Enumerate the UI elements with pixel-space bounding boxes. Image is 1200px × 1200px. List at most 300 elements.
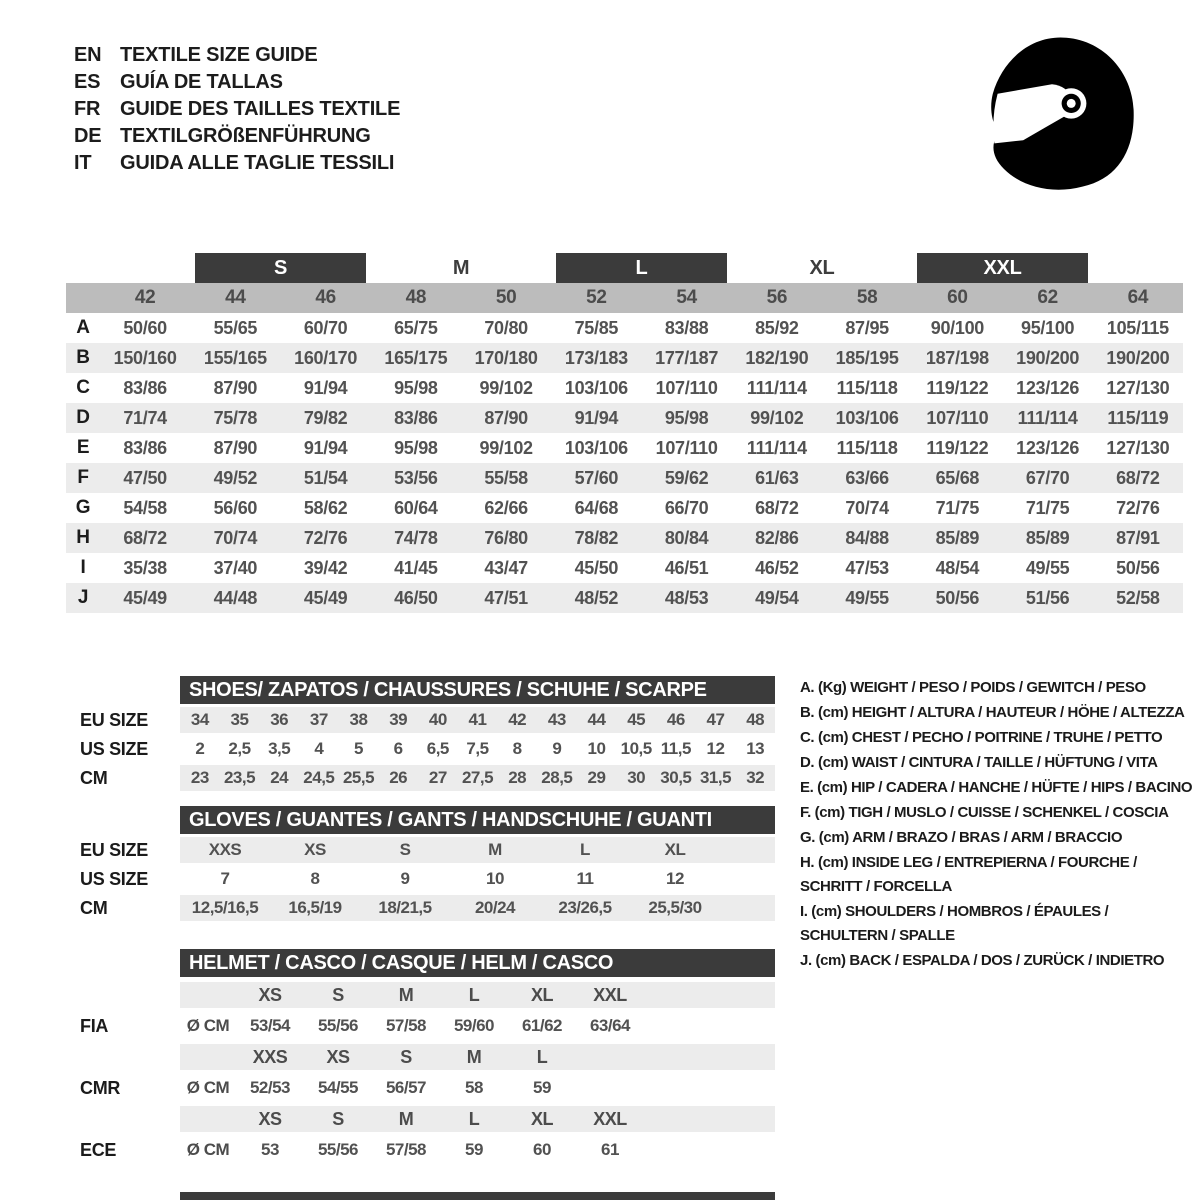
value-cell: 12,5/16,5 [191,898,259,917]
size-value-cell: 50/56 [935,587,980,608]
size-value-cell: 55/65 [213,317,258,338]
size-value-cell: 48/52 [574,587,619,608]
helmet-size-cell: XXS [252,1046,288,1067]
size-header-cell: 42 [134,287,156,308]
size-value-cell: 119/122 [926,437,989,458]
helmet-size-cell: XS [326,1046,350,1067]
helmet-table [66,949,776,1168]
value-cell: 10,5 [620,739,652,758]
value-cell: 32 [746,768,765,787]
size-header-cell: 50 [495,287,517,308]
size-value-cell: 95/100 [1020,317,1075,338]
size-value-cell: 47/51 [484,587,528,608]
row-strip [180,736,775,762]
size-value-cell: 111/114 [1017,407,1078,428]
value-cell: 7,5 [466,739,489,758]
size-value-cell: 123/126 [1016,377,1080,398]
value-cell: 59/60 [453,1016,495,1035]
size-value-cell: 170/180 [474,347,538,368]
size-value-cell: 48/53 [664,587,709,608]
row-cells [180,1075,775,1101]
value-cell: 24,5 [303,768,335,787]
size-value-cell: 47/53 [845,557,889,578]
row-strip [180,1137,775,1163]
racing-helmet-icon [980,30,1140,196]
language-code: IT [74,152,92,174]
helmet-size-cell: XL [530,984,553,1005]
size-value-cell: 87/91 [1116,527,1160,548]
size-value-cell: 72/76 [303,527,348,548]
size-value-cell: 91/94 [303,437,348,458]
row-cells [180,1013,775,1039]
gloves-table [66,806,776,924]
legend-item [800,900,1200,948]
language-code: FR [74,98,101,120]
helmet-size-cell: L [536,1046,548,1067]
value-cell: 29 [587,768,606,787]
size-value-cell: 95/98 [394,377,438,398]
table-row [66,866,776,892]
value-cell: 30,5 [660,768,692,787]
size-header-cell: 62 [1037,287,1058,308]
size-value-cell: 51/56 [1025,587,1070,608]
value-cell: 43 [547,710,566,729]
size-value-cell: 119/122 [926,377,989,398]
legend-line: I. (cm) SHOULDERS / HOMBROS / ÉPAULES / [800,903,1109,920]
value-cell: 2,5 [228,739,251,758]
value-cell: 4 [314,739,324,758]
value-cell: 58 [465,1078,483,1097]
gloves-table-title: GLOVES / GUANTES / GANTS / HANDSCHUHE / GUANTI [180,806,775,834]
size-value-cell: 53/56 [394,467,438,488]
legend-line: G. (cm) ARM / BRAZO / BRAS / ARM / BRACCIO [800,829,1123,846]
value-cell: 30 [627,768,646,787]
value-cell: 23 [190,768,209,787]
value-cell: 57/58 [385,1016,427,1035]
size-value-cell: 160/170 [294,347,358,368]
size-value-cell: 56/60 [213,497,258,518]
size-group-S: S [195,253,366,283]
value-cell: 11 [576,869,594,888]
language-title: GUIDA ALLE TAGLIE TESSILI [120,152,395,174]
size-value-cell: 83/88 [664,317,709,338]
helmet-size-cell: S [332,984,344,1005]
row-strip [180,707,775,733]
language-code: EN [74,44,102,66]
size-value-cell: 83/86 [123,437,167,458]
size-value-cell: 95/98 [394,437,438,458]
size-value-cell: 79/82 [303,407,348,428]
value-cell: 8 [310,869,320,888]
shoes-table [66,676,776,794]
size-value-cell: 123/126 [1016,437,1080,458]
value-cell: 10 [587,739,606,758]
cropped-section-bar [180,1192,775,1200]
size-value-cell: 85/89 [1025,527,1070,548]
size-value-cell: 87/95 [845,317,889,338]
row-cells [180,1137,775,1163]
size-value-cell: 43/47 [484,557,528,578]
size-value-cell: 64/68 [574,497,619,518]
size-value-cell: 54/58 [123,497,167,518]
size-value-cell: 48/54 [935,557,980,578]
row-label-eu-size: EU SIZE [80,710,148,730]
value-cell: 59 [533,1078,551,1097]
helmet-rows [66,982,776,1163]
size-value-cell: 44/48 [213,587,258,608]
size-value-cell: 70/74 [845,497,889,518]
value-cell: 52/53 [249,1078,291,1097]
value-cell: XS [304,840,326,859]
legend-item [800,751,1200,775]
row-label: D [76,407,90,428]
value-cell: XL [664,840,686,859]
language-list [74,42,400,177]
size-value-cell: 111/114 [746,377,807,398]
size-header-cell: 54 [676,287,697,308]
size-value-cell: 78/82 [574,527,619,548]
size-value-cell: 49/52 [213,467,258,488]
table-row [66,837,776,863]
legend-line: SCHULTERN / SPALLE [800,927,955,944]
value-cell: 25,5/30 [648,898,702,917]
size-value-cell: 83/86 [123,377,167,398]
value-cell: 44 [587,710,606,729]
row-cells [180,866,775,892]
size-value-cell: 46/50 [394,587,438,608]
value-cell: 42 [508,710,527,729]
value-cell: 56/57 [385,1078,427,1097]
measurement-row [66,343,1183,373]
size-value-cell: 60/70 [303,317,348,338]
value-cell: 20/24 [474,898,516,917]
value-cell: 16,5/19 [288,898,342,917]
size-value-cell: 173/183 [564,347,628,368]
table-row [66,1013,776,1039]
size-value-cell: 111/114 [746,437,807,458]
value-cell: 23,5 [223,768,256,787]
size-value-cell: 115/118 [836,377,898,398]
helmet-size-cell: XXL [593,1108,627,1129]
helmet-size-cell: M [398,984,414,1005]
size-value-cell: 75/85 [574,317,619,338]
value-cell: 11,5 [660,739,691,758]
size-value-cell: 45/50 [574,557,619,578]
value-cell: M [488,840,502,859]
language-row [74,96,400,123]
language-row [74,150,400,177]
value-cell: 60 [533,1140,551,1159]
size-header-cell: 46 [315,287,336,308]
measurement-row [66,463,1183,493]
size-value-cell: 70/80 [484,317,528,338]
size-value-cell: 103/106 [835,407,899,428]
value-cell: 12 [666,869,684,888]
size-value-cell: 155/165 [203,347,267,368]
measurement-row [66,373,1183,403]
language-title: TEXTILE SIZE GUIDE [120,44,318,66]
size-value-cell: 182/190 [745,347,809,368]
size-header-cell: 56 [766,287,788,308]
size-header-cell: 48 [405,287,427,308]
legend-line: C. (cm) CHEST / PECHO / POITRINE / TRUHE / PETTO [800,729,1163,746]
size-value-cell: 90/100 [930,317,984,338]
size-value-cell: 165/175 [384,347,448,368]
size-value-cell: 57/60 [574,467,619,488]
value-cell: 26 [389,768,408,787]
size-value-cell: 99/102 [479,377,533,398]
size-value-cell: 76/80 [484,527,528,548]
value-cell: 13 [746,739,765,758]
helmet-table-title: HELMET / CASCO / CASQUE / HELM / CASCO [180,949,775,977]
legend-line: F. (cm) TIGH / MUSLO / CUISSE / SCHENKEL / COSCIA [800,804,1169,821]
size-value-cell: 177/187 [655,347,719,368]
value-cell: 18/21,5 [378,898,432,917]
measurement-row [66,433,1183,463]
value-cell: 53 [261,1140,279,1159]
language-code: DE [74,125,102,147]
size-value-cell: 190/200 [1106,347,1170,368]
value-cell: XXS [208,840,242,859]
measurement-row [66,493,1183,523]
size-group-L: L [556,253,727,283]
row-label: E [76,437,90,458]
size-value-cell: 68/72 [1116,467,1160,488]
unit-cell: Ø CM [186,1140,230,1159]
size-header-cell: 58 [856,287,878,308]
value-cell: 9 [552,739,562,758]
table-row [66,982,776,1008]
size-value-cell: 46/52 [755,557,799,578]
size-value-cell: 91/94 [303,377,348,398]
size-header-cell: 64 [1127,287,1149,308]
helmet-size-cell: XS [258,984,282,1005]
helmet-size-cell: M [466,1046,482,1067]
value-cell: 31,5 [699,768,732,787]
size-value-cell: 85/89 [935,527,980,548]
size-value-cell: 46/51 [664,557,709,578]
unit-cell: Ø CM [186,1078,230,1097]
value-cell: 48 [746,710,765,729]
shoes-table-title: SHOES/ ZAPATOS / CHAUSSURES / SCHUHE / SCARPE [180,676,775,704]
helmet-size-cell: M [398,1108,414,1129]
value-cell: L [580,840,590,859]
row-label-fia: FIA [80,1016,109,1036]
table-row [66,1106,776,1132]
size-value-cell: 150/160 [113,347,177,368]
size-value-cell: 39/42 [303,557,348,578]
size-value-cell: 65/75 [394,317,438,338]
legend-line: H. (cm) INSIDE LEG / ENTREPIERNA / FOURCHE / [800,854,1137,871]
legend-line: J. (cm) BACK / ESPALDA / DOS / ZURÜCK / INDIETRO [800,952,1165,969]
size-value-cell: 87/90 [213,377,258,398]
row-label-cmr: CMR [80,1078,121,1098]
row-label-ece: ECE [80,1140,117,1160]
size-group-XL: XL [809,257,835,279]
value-cell: 37 [309,710,328,729]
row-label: C [76,377,90,398]
size-value-cell: 105/115 [1106,317,1169,338]
size-group-M: M [452,257,470,279]
size-value-cell: 71/75 [1025,497,1070,518]
size-value-cell: 41/45 [394,557,438,578]
row-strip [180,765,775,791]
row-label: B [76,347,90,368]
size-group-row [66,253,1183,283]
size-group-XXL: XXL [917,253,1088,283]
row-label-eu-size: EU SIZE [80,840,148,860]
size-value-cell: 85/92 [755,317,799,338]
legend-item [800,726,1200,750]
measurement-row [66,523,1183,553]
size-value-cell: 70/74 [213,527,258,548]
row-cells [180,765,775,791]
size-value-cell: 58/62 [303,497,348,518]
size-value-cell: 71/75 [935,497,980,518]
value-cell: 2 [195,739,205,758]
value-cell: 39 [389,710,408,729]
legend-line: B. (cm) HEIGHT / ALTURA / HAUTEUR / HÖHE / ALTEZZA [800,704,1185,721]
row-strip [180,895,775,921]
size-value-cell: 103/106 [564,437,628,458]
helmet-size-cell: L [468,984,480,1005]
value-cell: 63/64 [589,1016,631,1035]
size-value-cell: 107/110 [926,407,989,428]
row-strip [180,866,775,892]
size-value-cell: 127/130 [1106,377,1170,398]
row-label: F [77,467,89,488]
value-cell: 61 [601,1140,619,1159]
helmet-size-cell: XL [530,1108,553,1129]
size-value-cell: 49/55 [1025,557,1070,578]
size-value-cell: 185/195 [835,347,899,368]
value-cell: 28 [508,768,527,787]
legend-item [800,826,1200,850]
size-value-cell: 80/84 [664,527,709,548]
size-value-cell: 99/102 [479,437,533,458]
value-cell: 54/55 [317,1078,359,1097]
row-cells [180,1044,775,1070]
legend-item [800,851,1200,899]
row-strip [180,837,775,863]
size-value-cell: 99/102 [750,407,804,428]
row-label-us-size: US SIZE [80,869,148,889]
table-row [66,1137,776,1163]
size-value-cell: 60/64 [394,497,438,518]
textile-size-table [66,253,1183,613]
size-value-cell: 49/55 [845,587,889,608]
row-label-cm: CM [80,898,108,918]
measurement-legend [800,676,1200,974]
unit-cell: Ø CM [186,1016,230,1035]
size-value-cell: 59/62 [664,467,709,488]
value-cell: 61/62 [521,1016,563,1035]
size-value-cell: 187/198 [925,347,989,368]
row-strip [180,1013,775,1039]
size-value-cell: 190/200 [1016,347,1080,368]
row-label: A [76,317,90,338]
size-value-cell: 87/90 [484,407,528,428]
value-cell: 24 [270,768,289,787]
legend-line: D. (cm) WAIST / CINTURA / TAILLE / HÜFTUNG / VITA [800,754,1158,771]
table-row [66,736,776,762]
row-strip [180,1075,775,1101]
value-cell: 6 [393,739,403,758]
size-value-cell: 107/110 [655,377,718,398]
row-cells [180,1106,775,1132]
legend-item [800,949,1200,973]
value-cell: 55/56 [317,1016,359,1035]
language-title: GUÍA DE TALLAS [120,71,283,93]
value-cell: 25,5 [342,768,375,787]
value-cell: 46 [666,710,685,729]
row-label: G [75,497,91,518]
size-value-cell: 82/86 [755,527,799,548]
value-cell: 57/58 [385,1140,427,1159]
row-cells [180,895,775,921]
row-cells [180,982,775,1008]
size-value-cell: 71/74 [123,407,167,428]
value-cell: 55/56 [317,1140,359,1159]
size-value-cell: 127/130 [1106,437,1170,458]
size-value-cell: 115/118 [836,437,898,458]
measurement-row [66,553,1183,583]
value-cell: 27,5 [461,768,494,787]
value-cell: 41 [468,710,487,729]
language-row [74,69,400,96]
size-value-cell: 63/66 [845,467,889,488]
value-cell: 7 [220,869,230,888]
legend-line: A. (Kg) WEIGHT / PESO / POIDS / GEWITCH / PESO [800,679,1146,696]
value-cell: 5 [354,739,363,758]
legend-line: E. (cm) HIP / CADERA / HANCHE / HÜFTE / HIPS / BACINO [800,779,1193,796]
language-row [74,42,400,69]
table-row [66,1044,776,1070]
row-label: J [77,587,89,608]
value-cell: S [399,840,411,859]
value-cell: 38 [349,710,368,729]
size-value-cell: 72/76 [1116,497,1160,518]
value-cell: 8 [512,739,522,758]
row-strip [180,982,775,1008]
value-cell: 59 [465,1140,483,1159]
table-row [66,895,776,921]
row-label: H [76,527,90,548]
measurement-row [66,583,1183,613]
size-value-cell: 47/50 [123,467,167,488]
legend-line: SCHRITT / FORCELLA [800,878,952,895]
size-value-cell: 52/58 [1116,587,1160,608]
table-row [66,765,776,791]
row-label: I [80,557,86,578]
size-value-cell: 45/49 [123,587,167,608]
size-header-cell: 44 [225,287,246,308]
helmet-size-cell: XXL [593,984,627,1005]
helmet-size-cell: S [332,1108,344,1129]
legend-item [800,701,1200,725]
size-value-cell: 62/66 [484,497,528,518]
size-value-cell: 68/72 [123,527,167,548]
gloves-rows [66,837,776,921]
value-cell: 23/26,5 [558,898,612,917]
size-value-cell: 37/40 [213,557,258,578]
measurement-row [66,313,1183,343]
size-value-cell: 45/49 [303,587,348,608]
row-label-cm: CM [80,768,108,788]
size-value-cell: 68/72 [755,497,799,518]
size-value-cell: 95/98 [664,407,709,428]
value-cell: 47 [706,710,725,729]
